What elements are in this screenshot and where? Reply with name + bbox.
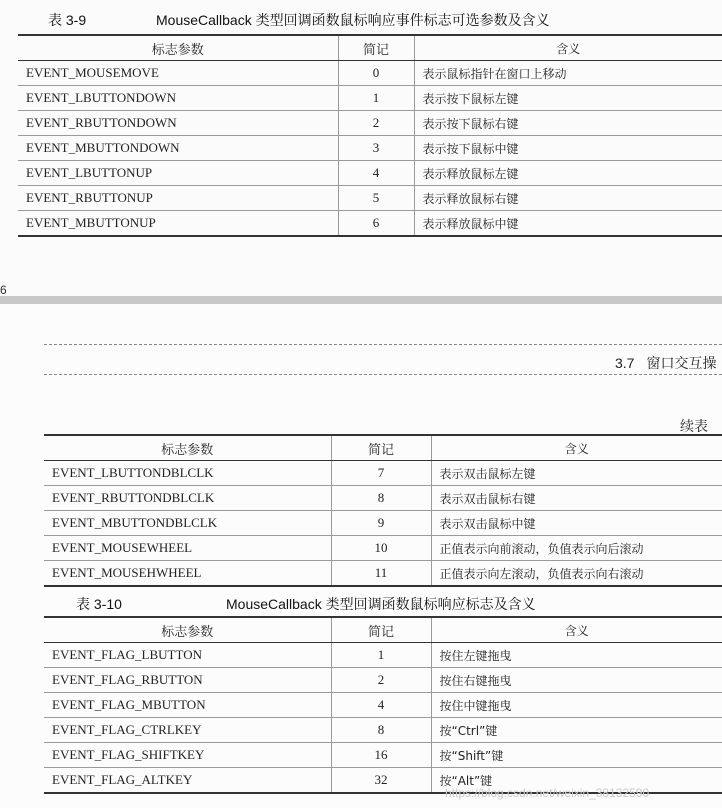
table-row <box>18 186 722 211</box>
watermark: https://blog.csdn.net/weixin_38132590 <box>445 786 650 800</box>
flag-cell: EVENT_MOUSEWHEEL <box>44 536 331 561</box>
code-cell: 0 <box>338 61 414 86</box>
table-3-10-caption <box>76 594 716 614</box>
code-cell: 1 <box>338 86 414 111</box>
meaning-cell: 正值表示向前滚动，负值表示向后滚动 <box>431 536 722 561</box>
meaning-cell: 按住中键拖曳 <box>431 693 722 718</box>
table-header-row <box>44 617 722 643</box>
flag-cell: EVENT_LBUTTONUP <box>18 161 338 186</box>
table-row <box>18 61 722 86</box>
header-rule-top <box>44 344 722 345</box>
code-cell: 32 <box>331 768 431 794</box>
table-row <box>18 211 722 237</box>
meaning-cell: 表示按下鼠标右键 <box>414 111 722 136</box>
table-row <box>44 718 722 743</box>
table-row <box>44 643 722 668</box>
table-row <box>18 111 722 136</box>
header-rule-bottom <box>44 374 722 375</box>
flag-cell: EVENT_MBUTTONDOWN <box>18 136 338 161</box>
table-row <box>18 136 722 161</box>
code-cell: 6 <box>338 211 414 237</box>
flag-cell: EVENT_FLAG_LBUTTON <box>44 643 331 668</box>
meaning-cell: 表示鼠标指针在窗口上移动 <box>414 61 722 86</box>
code-cell: 10 <box>331 536 431 561</box>
flag-cell: EVENT_LBUTTONDBLCLK <box>44 461 331 486</box>
code-cell: 4 <box>338 161 414 186</box>
flag-cell: EVENT_MBUTTONDBLCLK <box>44 511 331 536</box>
meaning-cell: 表示释放鼠标右键 <box>414 186 722 211</box>
code-cell: 7 <box>331 461 431 486</box>
code-cell: 5 <box>338 186 414 211</box>
flag-cell: EVENT_MOUSEMOVE <box>18 61 338 86</box>
table-title: MouseCallback 类型回调函数鼠标响应标志及含义 <box>226 596 536 612</box>
section-number: 3.7 <box>615 355 635 371</box>
flag-cell: EVENT_LBUTTONDOWN <box>18 86 338 111</box>
table-3-9 <box>18 34 722 237</box>
code-cell: 3 <box>338 136 414 161</box>
flag-cell: EVENT_RBUTTONUP <box>18 186 338 211</box>
table-row <box>18 86 722 111</box>
flag-cell: EVENT_FLAG_CTRLKEY <box>44 718 331 743</box>
column-header: 简记 <box>331 435 431 461</box>
meaning-cell: 表示按下鼠标中键 <box>414 136 722 161</box>
book-page-top <box>0 0 722 296</box>
column-header: 标志参数 <box>18 35 338 61</box>
column-header: 含义 <box>431 617 722 643</box>
table-row <box>44 461 722 486</box>
continued-label: 续表 <box>680 418 708 434</box>
meaning-cell: 正值表示向左滚动，负值表示向右滚动 <box>431 561 722 587</box>
code-cell: 2 <box>331 668 431 693</box>
meaning-cell: 表示双击鼠标中键 <box>431 511 722 536</box>
flag-cell: EVENT_RBUTTONDOWN <box>18 111 338 136</box>
meaning-cell: 表示双击鼠标右键 <box>431 486 722 511</box>
table-header-row <box>18 35 722 61</box>
column-header: 含义 <box>431 435 722 461</box>
table-number: 表 3-9 <box>48 12 87 28</box>
meaning-cell: 表示双击鼠标左键 <box>431 461 722 486</box>
table-row <box>44 486 722 511</box>
flag-cell: EVENT_FLAG_SHIFTKEY <box>44 743 331 768</box>
table-row <box>44 561 722 587</box>
code-cell: 11 <box>331 561 431 587</box>
flag-cell: EVENT_FLAG_MBUTTON <box>44 693 331 718</box>
meaning-cell: 按住右键拖曳 <box>431 668 722 693</box>
code-cell: 8 <box>331 718 431 743</box>
meaning-cell: 表示按下鼠标左键 <box>414 86 722 111</box>
code-cell: 4 <box>331 693 431 718</box>
column-header: 标志参数 <box>44 435 331 461</box>
code-cell: 9 <box>331 511 431 536</box>
code-cell: 8 <box>331 486 431 511</box>
table-row <box>18 161 722 186</box>
table-row <box>44 668 722 693</box>
meaning-cell: 按“Ctrl”键 <box>431 718 722 743</box>
page-number: 6 <box>0 283 7 296</box>
table-3-9-caption <box>48 10 708 30</box>
meaning-cell: 表示释放鼠标左键 <box>414 161 722 186</box>
table-row <box>44 693 722 718</box>
flag-cell: EVENT_MOUSEHWHEEL <box>44 561 331 587</box>
code-cell: 2 <box>338 111 414 136</box>
table-header-row <box>44 435 722 461</box>
meaning-cell: 表示释放鼠标中键 <box>414 211 722 237</box>
table-row <box>44 511 722 536</box>
column-header: 简记 <box>331 617 431 643</box>
page-divider <box>0 296 722 304</box>
section-title: 窗口交互操 <box>646 355 717 371</box>
meaning-cell: 按“Shift”键 <box>431 743 722 768</box>
column-header: 标志参数 <box>44 617 331 643</box>
flag-cell: EVENT_FLAG_RBUTTON <box>44 668 331 693</box>
column-header: 含义 <box>414 35 722 61</box>
table-3-10 <box>44 616 722 794</box>
meaning-cell: 按“Alt”键 <box>431 768 722 794</box>
table-row <box>44 743 722 768</box>
flag-cell: EVENT_RBUTTONDBLCLK <box>44 486 331 511</box>
table-title: MouseCallback 类型回调函数鼠标响应事件标志可选参数及含义 <box>156 12 550 28</box>
code-cell: 16 <box>331 743 431 768</box>
table-number: 表 3-10 <box>76 596 122 612</box>
meaning-cell: 按住左键拖曳 <box>431 643 722 668</box>
code-cell: 1 <box>331 643 431 668</box>
table-row <box>44 536 722 561</box>
running-header <box>615 353 722 373</box>
flag-cell: EVENT_MBUTTONUP <box>18 211 338 237</box>
flag-cell: EVENT_FLAG_ALTKEY <box>44 768 331 794</box>
table-3-9-continued <box>44 434 722 587</box>
column-header: 简记 <box>338 35 414 61</box>
